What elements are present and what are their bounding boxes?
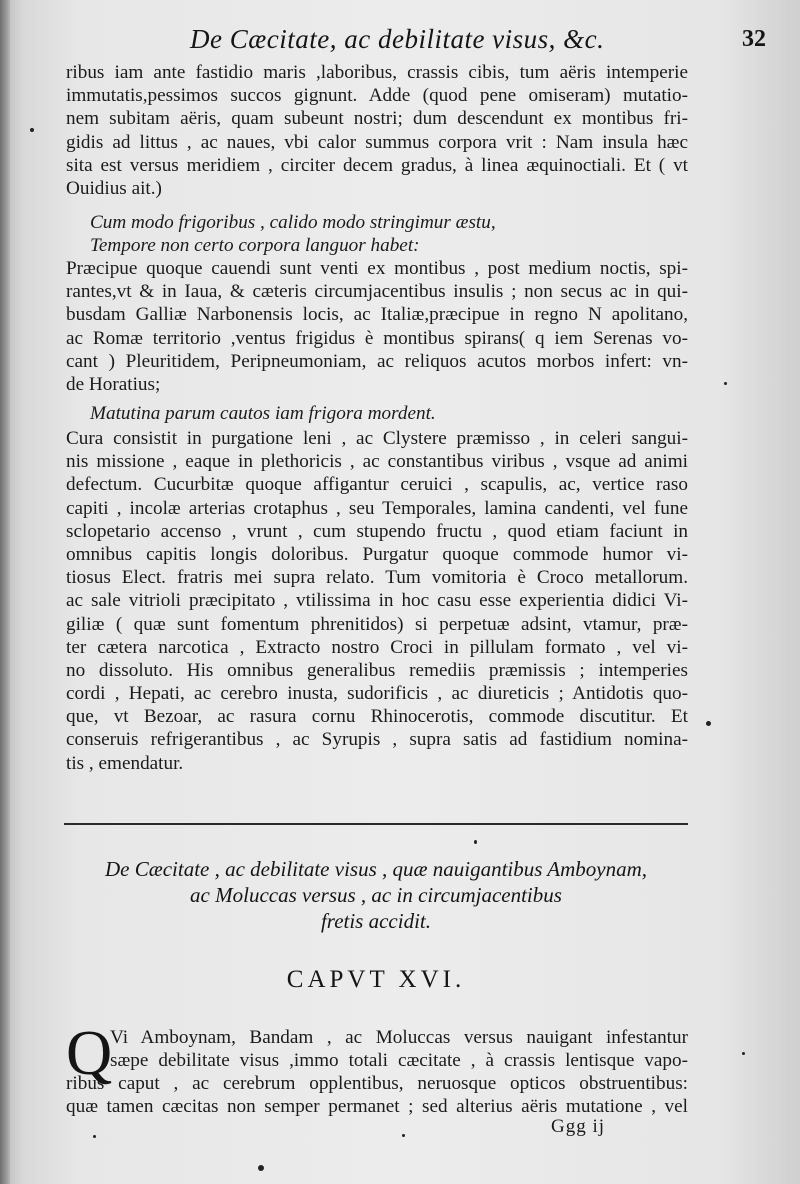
running-title: De Cæcitate, ac debilitate visus, &c. — [190, 24, 605, 54]
text-line: Ouidius ait.) — [66, 177, 162, 199]
page-number: 32 — [742, 26, 766, 52]
ink-speck — [742, 1052, 745, 1055]
text-line: cordi , Hepati, ac cerebro inusta, sudorificis , ac diureticis ; Antidotis quo- — [66, 683, 688, 705]
text-line: nis missione , eaque in plethoricis , ac constantibus viribus , vsque ad animi — [66, 451, 688, 473]
text-line: ribus caput , ac cerebrum opplentibus, neruosque opticos obstruentibus: — [66, 1073, 688, 1094]
text-line: nem subitam aëris, quam subeunt nostri; dum descendunt ex montibus fri- — [66, 108, 688, 130]
chapter-paragraph-a — [110, 1026, 688, 1049]
text-line: giliæ ( quæ sunt fomentum phrenitidos) si perpetuæ adsint, vtamur, præ- — [66, 613, 688, 635]
paragraph-3 — [66, 427, 688, 775]
text-line: tis , emendatur. — [66, 752, 184, 774]
ink-speck — [724, 382, 727, 385]
verse-quotation-2 — [66, 402, 712, 425]
text-line: quæ tamen cæcitas non semper permanet ; sed alterius aëris mutatione , vel — [66, 1096, 688, 1118]
text-line: gidis ad littus , ac naues, vbi calor summus corpora vrit : Nam insula hæc — [66, 131, 688, 153]
subtitle-line: ac Moluccas versus , ac in circumjacentibus — [190, 883, 562, 907]
text-line: busdam Galliæ Narbonensis locis, ac Italiæ,præcipue in regno N apolitano, — [66, 304, 688, 326]
verse-quotation-1 — [66, 211, 712, 257]
text-line: immutatis,pessimos succos gignunt. Adde (quod pene omiseram) mutatio- — [66, 85, 688, 107]
text-line: omnibus capitis longis doloribus. Purgatur quoque commode humor vi- — [66, 543, 688, 565]
text-line: tiosus Elect. fratris mei supra relato. Tum vomitoria è Croco metallorum. — [66, 567, 688, 589]
section-subtitle — [64, 856, 688, 934]
paragraph-1 — [66, 61, 688, 200]
text-line: Cura consistit in purgatione leni , ac Clystere præmisso , in celeri sangui- — [66, 428, 688, 449]
section-divider-rule — [64, 823, 688, 825]
text-line: cant ) Pleuritidem, Peripneumoniam, ac reliquos acutos morbos infert: vn- — [66, 350, 688, 372]
drop-capital: Q — [66, 1017, 113, 1088]
text-line: no dissoluto. His omnibus generalibus remediis præmissis ; intemperies — [66, 659, 688, 681]
verse-line: Matutina parum cautos iam frigora mordent. — [90, 403, 436, 424]
verse-line: Tempore non certo corpora languor habet: — [90, 235, 420, 257]
text-line: ter cætera narcotica , Extracto nostro Croci in pillulam formato , vel vi- — [66, 636, 688, 658]
text-line: ac Romæ territorio ,ventus frigidus è montibus spirans( q iem Serenas vo- — [66, 327, 688, 349]
verse-line: Cum modo frigoribus , calido modo stringimur æstu, — [90, 212, 496, 233]
ink-speck — [93, 1135, 96, 1138]
chapter-paragraph-b — [110, 1049, 688, 1072]
text-line: de Horatius; — [66, 373, 161, 395]
subtitle-line: De Cæcitate , ac debilitate visus , quæ nauigantibus Amboynam, — [104, 857, 648, 881]
text-line: rantes,vt & in Iaua, & cæteris circumjacentibus insulis ; non secus ac in qui- — [66, 281, 688, 303]
text-line: que, vt Bezoar, ac rasura cornu Rhinocerotis, commode discutitur. Et — [66, 706, 688, 728]
text-line: capiti , incolæ arterias crotaphus , seu Temporales, lamina candenti, vel fune — [66, 497, 688, 519]
text-line: Vi Amboynam, Bandam , ac Moluccas versus nauigant infestantur — [110, 1027, 688, 1048]
text-line: sita est versus meridiem , circiter decem gradus, à linea æquinoctiali. Et ( vt — [66, 154, 688, 176]
ink-speck — [402, 1134, 405, 1137]
ink-speck — [474, 840, 477, 844]
text-line: sclopetario accenso , vrunt , cum stupendo fructu , quod etiam faciunt in — [66, 520, 688, 542]
text-line: sæpe debilitate visus ,immo totali cæcitate , à crassis lentisque vapo- — [110, 1050, 688, 1071]
subtitle-line: fretis accidit. — [320, 909, 432, 933]
text-line: Præcipue quoque cauendi sunt venti ex montibus , post medium noctis, spi- — [66, 258, 688, 279]
text-line: defectum. Cucurbitæ quoque affigantur ceruici , scapulis, ac, vertice raso — [66, 474, 688, 496]
chapter-heading: CAPVT XVI. — [286, 966, 466, 993]
text-line: ribus iam ante fastidio maris ,laboribus, crassis cibis, tum aëris intemperie — [66, 62, 688, 83]
ink-speck — [706, 721, 711, 726]
text-line: ac sale vitrioli præcipitato , vtilissima in hoc casu esse experientia didici Vi- — [66, 590, 688, 612]
chapter-paragraph-c — [66, 1072, 688, 1118]
text-line: conseruis refrigerantibus , ac Syrupis , supra satis ad fastidium nomina- — [66, 729, 688, 751]
ink-speck — [258, 1165, 264, 1171]
ink-speck — [30, 128, 34, 132]
binding-gutter — [0, 0, 10, 1184]
paragraph-2 — [66, 257, 688, 396]
signature-mark: Ggg ij — [551, 1116, 606, 1137]
